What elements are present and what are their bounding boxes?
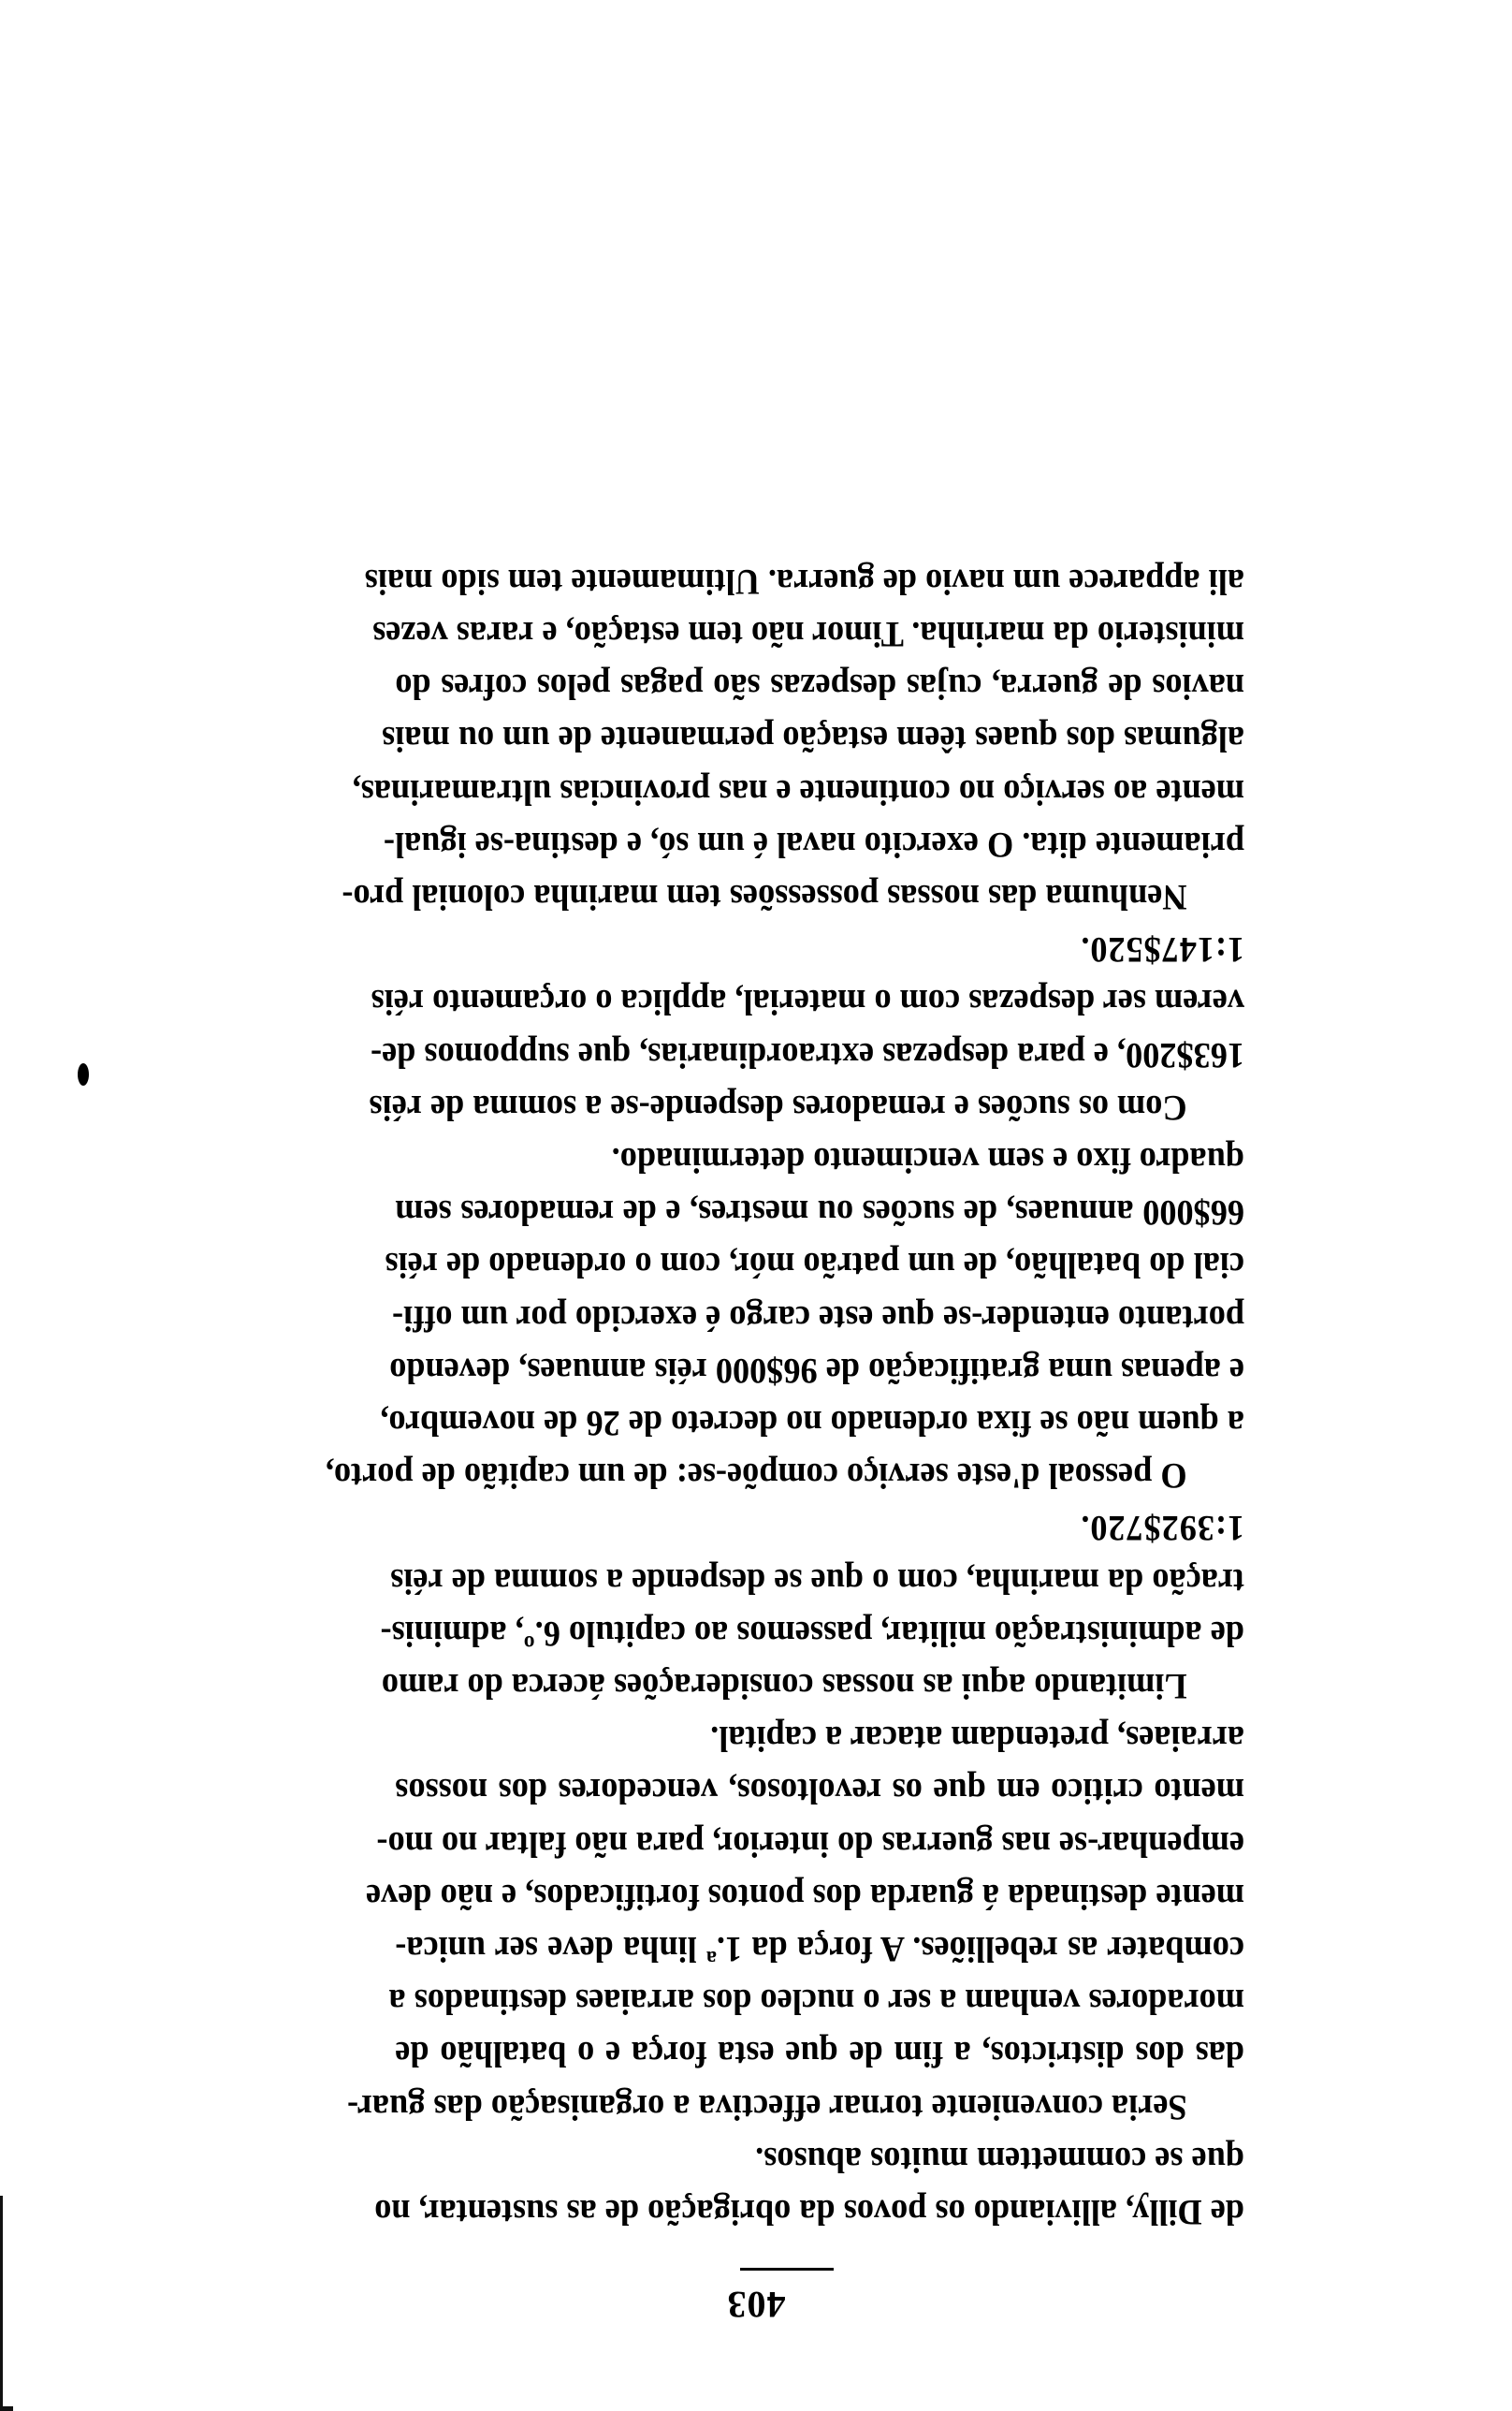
- ink-blot-mark: [78, 1063, 89, 1086]
- text-line: mente destinada á guarda dos pontos fortificados, e não deve: [365, 1876, 1244, 1917]
- paragraph-first-line: Limitando aqui as nossas considerações ácerca do ramo: [381, 1665, 1187, 1706]
- text-line: de Dilly, alliviando os povos da obrigação de as sustentar, no: [374, 2192, 1244, 2232]
- text-line: ministerio da marinha. Timor não tem estação, e raras vezes: [372, 613, 1244, 654]
- text-line: cial do batalhão, de um patrão mór, com o ordenado de réis: [385, 1245, 1244, 1286]
- text-line: que se commettem muitos abusos.: [755, 2139, 1244, 2180]
- page-edge-shadow-foot: [0, 2406, 13, 2411]
- text-line: mento critico em que os revoltosos, vencedores dos nossos: [395, 1771, 1244, 1812]
- paragraph-first-line: Com os sucões e remadores despende-se a somma de réis: [369, 1087, 1187, 1128]
- paragraph-first-line: Nenhuma das nossas possessões tem marinha colonial pro-: [342, 876, 1187, 917]
- text-line: ali apparece um navio de guerra. Ultimamente tem sido mais: [364, 561, 1244, 602]
- text-line: navios de guerra, cujas despezas são pagas pelos cofres do: [395, 666, 1244, 708]
- text-line: portanto entender-se que este cargo é exercido por um offi-: [392, 1297, 1244, 1338]
- amount-line: 1:392$720.: [1080, 1508, 1244, 1549]
- text-line: arraiaes, pretendam atacar a capital.: [710, 1718, 1244, 1760]
- text-line: priamente dita. O exercito naval é um só, e destina-se igual-: [383, 824, 1244, 865]
- text-line: das dos districtos, a fim de que esta força e o batalhão de: [395, 2034, 1244, 2075]
- paragraph-first-line: Seria conveniente tornar effectiva a organisação das guar-: [347, 2086, 1187, 2127]
- body-text: [325, 555, 1244, 2239]
- text-line: 163$200, e para despezas extraordinarias, que suppomos de-: [371, 1034, 1244, 1075]
- amount-line: 1:147$520.: [1080, 929, 1244, 971]
- paragraph-first-line: O pessoal d'este serviço compõe-se: de um capitão de porto,: [325, 1455, 1187, 1497]
- text-line: a quem não se fixa ordenado no decreto de 26 de novembro,: [380, 1402, 1244, 1443]
- text-line: moradores venham a ser o nucleo dos arraiaes destinados a: [388, 1981, 1244, 2023]
- text-line: mente ao serviço no continente e nas provincias ultramarinas,: [352, 771, 1244, 812]
- text-line: verem ser despezas com o material, applica o orçamento réis: [371, 982, 1244, 1023]
- text-line: combater as rebelliões. A força da 1.ª linha deve ser unica-: [395, 1928, 1244, 1969]
- header-rule: [740, 2268, 834, 2271]
- text-line: de administração militar, passemos ao capitulo 6.º, adminis-: [380, 1613, 1244, 1654]
- text-line: tração da marinha, com o que se despende a somma de réis: [390, 1560, 1244, 1601]
- text-line: quadro fixo e sem vencimento determinado.: [611, 1139, 1244, 1180]
- text-line: 66$000 annuaes, de sucões ou mestres, e de remadores sem: [395, 1192, 1244, 1234]
- page-number: 403: [726, 2284, 786, 2326]
- text-line: empenhar-se nas guerras do interior, para não faltar no mo-: [376, 1823, 1244, 1864]
- text-line: algumas dos quaes têem estação permanente de um ou mais: [382, 719, 1244, 760]
- text-line: e apenas uma gratificação de 96$000 réis annuaes, devendo: [389, 1350, 1244, 1391]
